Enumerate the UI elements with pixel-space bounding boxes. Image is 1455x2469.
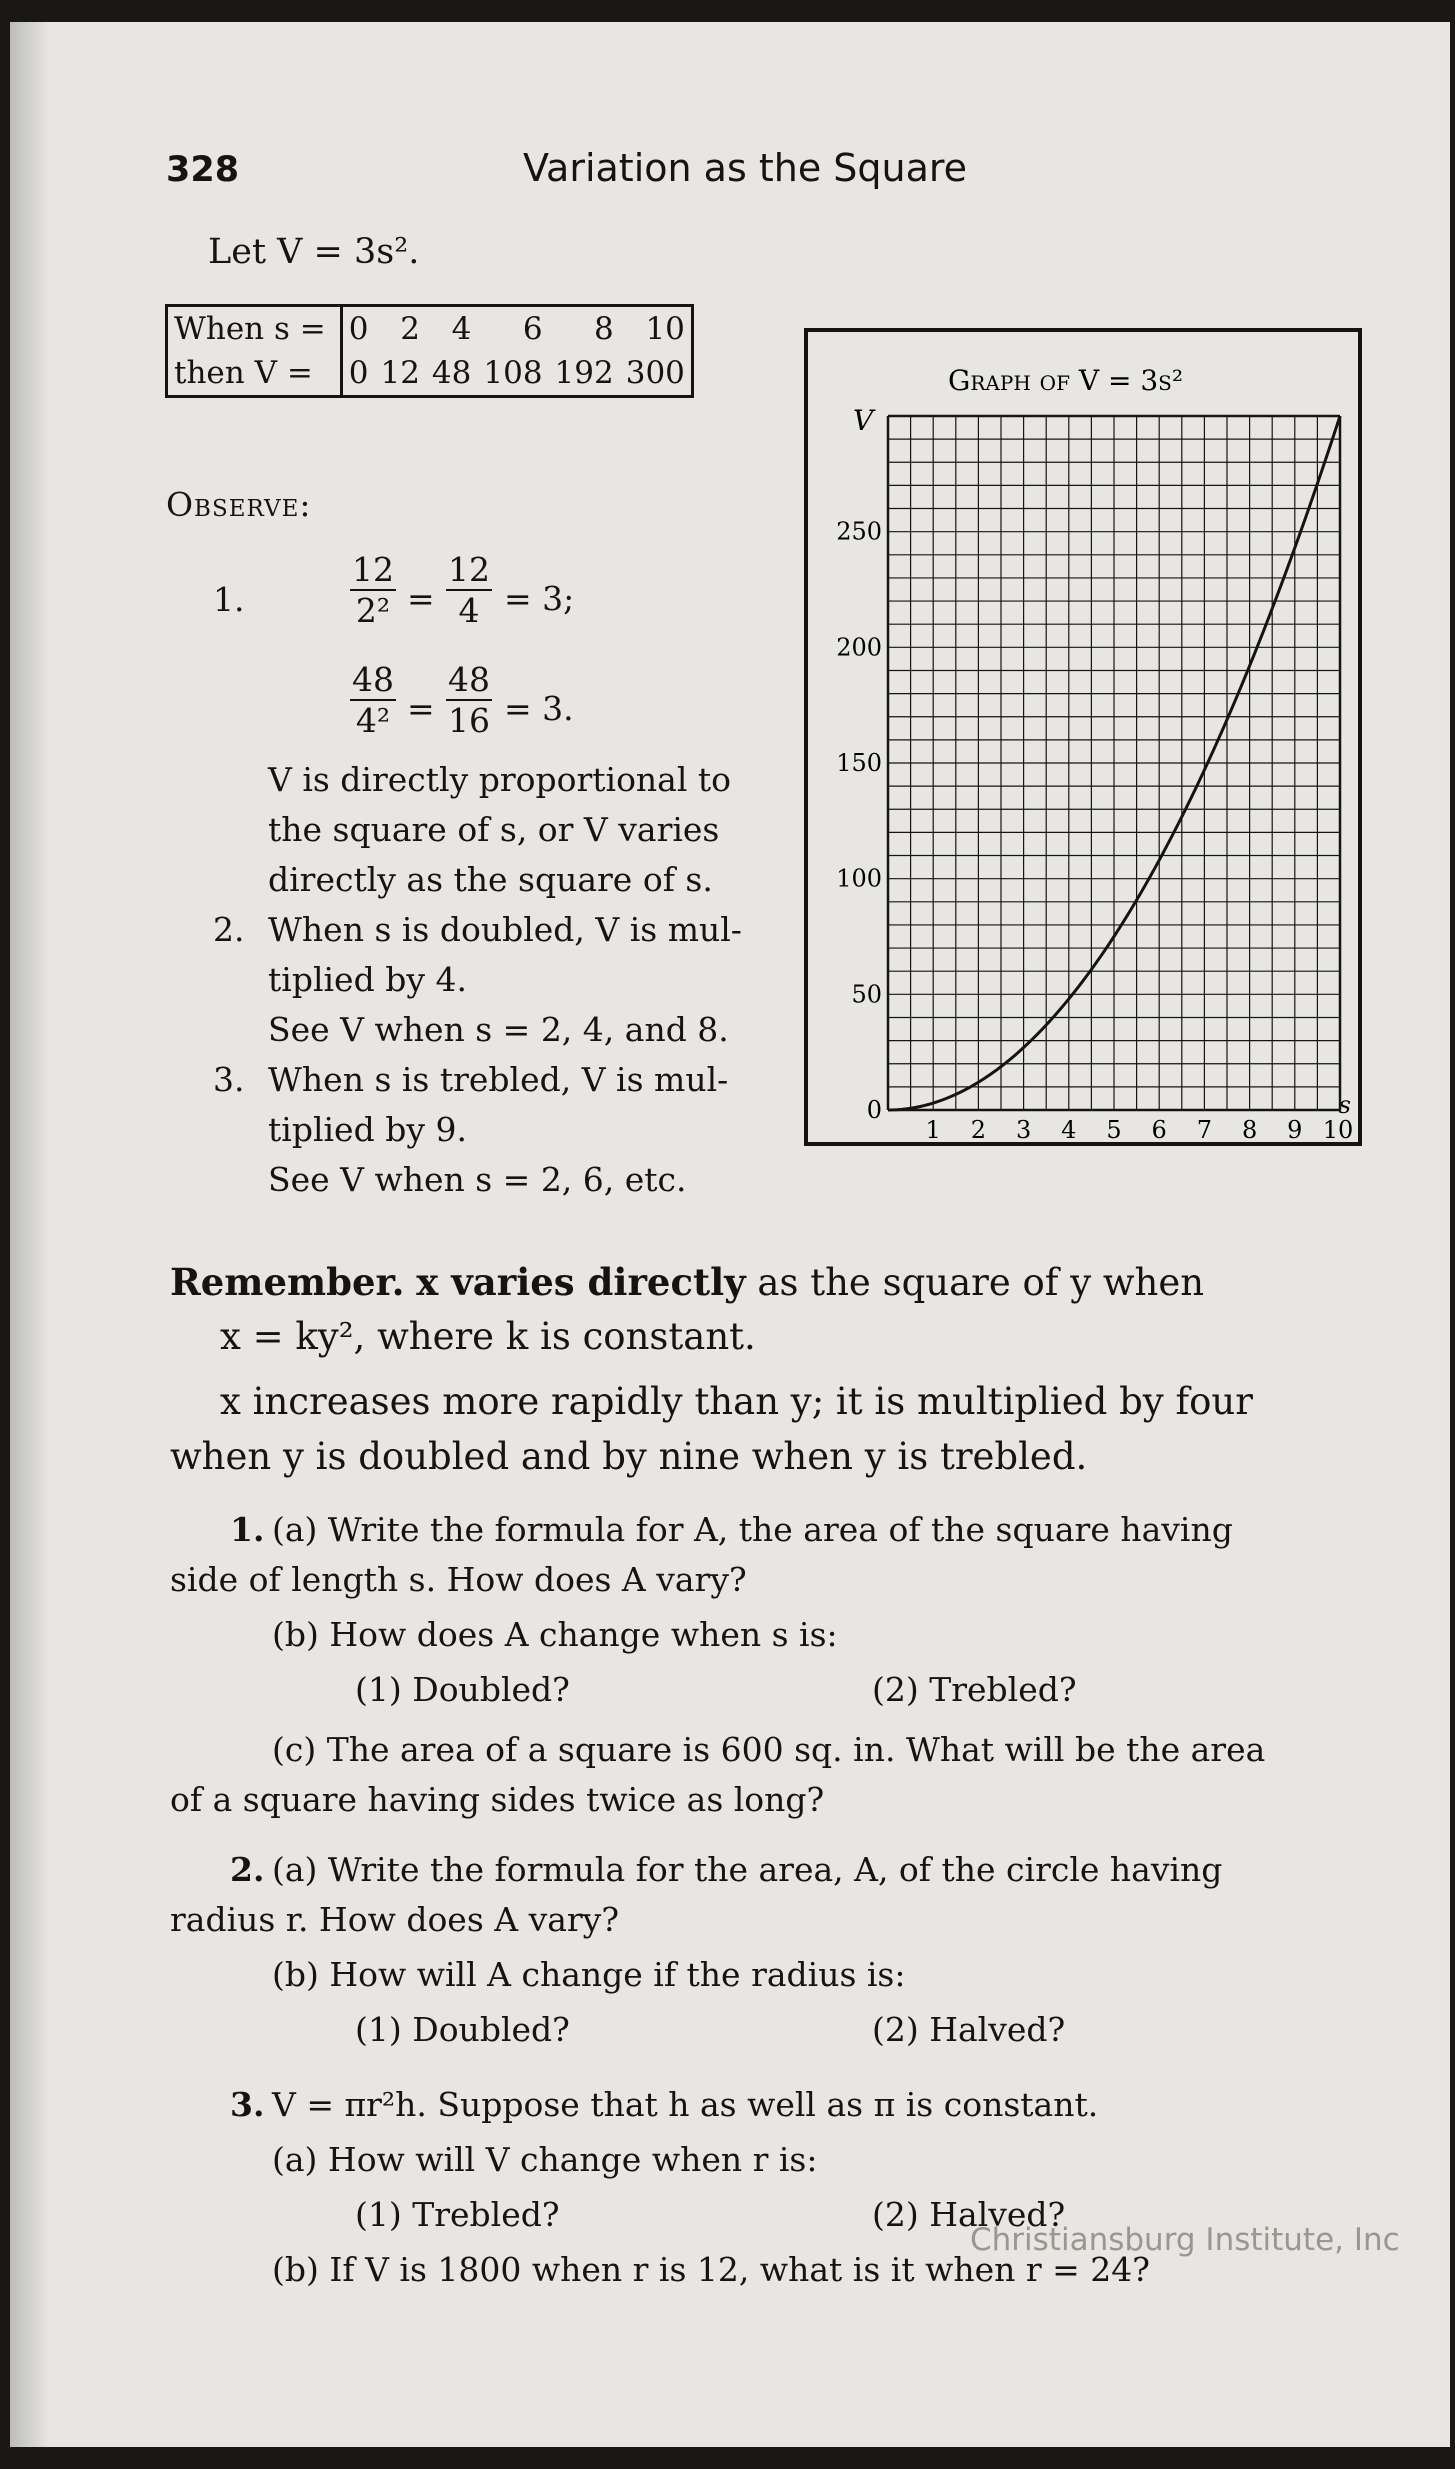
book-page [10, 22, 1450, 2447]
exercise-number-text: 3. [230, 2085, 265, 2124]
x-tick-labels [926, 1116, 1354, 1142]
remember-text: as the square of y when [757, 1261, 1205, 1304]
observe-item-number: 2. [213, 910, 245, 949]
y-tick-label: 50 [851, 980, 882, 1009]
observe-text-line: directly as the square of s. [268, 860, 713, 899]
fraction-denominator: 2² [350, 589, 396, 630]
exercise-line: radius r. How does A vary? [170, 1900, 620, 1939]
exercise-line: (a) Write the formula for A, the area of the square having [272, 1510, 1233, 1549]
x-tick-label: 2 [970, 1116, 987, 1142]
equation-result: = 3. [504, 689, 574, 728]
fraction [446, 550, 492, 630]
x-tick-label: 7 [1196, 1116, 1213, 1142]
observe-text-line: tiplied by 4. [268, 960, 467, 999]
remember-bold-phrase: x varies directly [416, 1260, 746, 1304]
observe-text-line: the square of s, or V varies [268, 810, 720, 849]
table-cell: 0 [348, 311, 369, 347]
exercise-line: of a square having sides twice as long? [170, 1780, 825, 1819]
exercise-option: (2) Trebled? [872, 1670, 1077, 1709]
paragraph-line: x increases more rapidly than y; it is multiplied by four [220, 1380, 1253, 1423]
exercise-line: (b) How will A change if the radius is: [272, 1955, 906, 1994]
exercise-number-text: 2. [230, 1850, 265, 1889]
y-tick-labels [836, 518, 882, 1124]
y-tick-label: 150 [836, 749, 882, 777]
exercise-option: (2) Halved? [872, 2010, 1066, 2049]
exercise-line: (a) How will V change when r is: [272, 2140, 818, 2179]
watermark-text: Christiansburg Institute, Inc [970, 2222, 1400, 2258]
x-tick-label: 10 [1322, 1116, 1354, 1142]
table-cell: 10 [645, 311, 685, 347]
x-tick-label: 5 [1106, 1116, 1122, 1142]
x-tick-label: 6 [1151, 1116, 1167, 1142]
x-tick-label: 8 [1241, 1116, 1258, 1142]
exercise-line: (b) If V is 1800 when r is 12, what is it when r = 24? [272, 2250, 1150, 2289]
exercise-number [230, 1510, 264, 1549]
remember-line-1 [170, 1260, 1204, 1304]
remember-lead: Remember. [170, 1260, 405, 1304]
table-cell: 4 [451, 311, 472, 347]
exercise-line: (c) The area of a square is 600 sq. in. What will be the area [272, 1730, 1266, 1769]
table-cell: 300 [625, 355, 685, 391]
y-tick-label: 200 [836, 633, 882, 662]
observe-item-number: 1. [213, 580, 245, 619]
paragraph-line: when y is doubled and by nine when y is trebled. [170, 1435, 1088, 1478]
exercise-line: (b) How does A change when s is: [272, 1615, 838, 1654]
fraction-numerator: 12 [352, 550, 394, 589]
table-cell: 12 [380, 355, 420, 391]
exercise-option: (1) Trebled? [355, 2195, 560, 2234]
fraction [446, 660, 492, 740]
values-table [165, 304, 694, 398]
exercise-number-text: 1. [230, 1510, 265, 1549]
observe-text-line: V is directly proportional to [268, 760, 732, 799]
y-tick-label: 250 [836, 517, 882, 546]
y-tick-label: 0 [866, 1096, 882, 1124]
page-title: Variation as the Square [523, 146, 968, 190]
fraction [350, 660, 396, 740]
equals-sign: = [407, 689, 435, 728]
table-cell: 8 [593, 311, 614, 347]
observe-heading: Observe: [166, 485, 312, 524]
let-line: Let V = 3s². [208, 232, 420, 272]
table-row-label: When s = [167, 306, 342, 352]
observe-text-line: See V when s = 2, 6, etc. [268, 1160, 687, 1199]
fraction-numerator: 12 [448, 550, 490, 589]
x-tick-label: 3 [1015, 1116, 1032, 1142]
chart-title: Graph of V = 3s² [948, 364, 1184, 397]
observe-text-line: tiplied by 9. [268, 1110, 467, 1149]
y-tick-label: 100 [836, 864, 882, 893]
y-axis-label: V [853, 404, 874, 437]
observe-text-line: When s is doubled, V is mul- [268, 910, 742, 949]
equals-sign: = [407, 579, 435, 618]
x-tick-label: 4 [1061, 1116, 1077, 1142]
table-row [167, 306, 693, 352]
table-cell: 0 [348, 355, 369, 391]
exercise-number [230, 1850, 264, 1889]
observe-text-line: When s is trebled, V is mul- [268, 1060, 729, 1099]
fraction [350, 550, 396, 630]
exercise-number [230, 2085, 264, 2124]
exercise-option: (1) Doubled? [355, 2010, 570, 2049]
fraction-numerator: 48 [448, 660, 490, 699]
observe-item-number: 3. [213, 1060, 245, 1099]
table-cell: 108 [483, 355, 543, 391]
x-axis-label: s [1338, 1091, 1351, 1119]
table-row [167, 351, 693, 397]
x-tick-label: 1 [925, 1116, 941, 1142]
exercise-option: (1) Doubled? [355, 1670, 570, 1709]
table-cell: 48 [431, 355, 472, 391]
remember-line-2: x = ky², where k is constant. [220, 1315, 756, 1358]
exercise-option: (2) Halved? [872, 2195, 1066, 2234]
equation-result: = 3; [504, 579, 575, 618]
page-gutter-shadow [10, 22, 50, 2447]
x-tick-label: 9 [1287, 1116, 1303, 1142]
table-cell: 6 [522, 311, 543, 347]
graph-chart [808, 332, 1358, 1142]
graph-frame [804, 328, 1362, 1146]
page-number: 328 [166, 150, 240, 190]
observe-text-line: See V when s = 2, 4, and 8. [268, 1010, 729, 1049]
table-cell: 192 [554, 355, 614, 391]
fraction-denominator: 4² [350, 699, 396, 740]
exercise-line: V = πr²h. Suppose that h as well as π is constant. [272, 2085, 1099, 2124]
exercise-line: side of length s. How does A vary? [170, 1560, 747, 1599]
fraction-numerator: 48 [352, 660, 394, 699]
table-cell: 2 [400, 311, 420, 347]
table-row-label: then V = [167, 351, 342, 397]
chart-grid [888, 416, 1340, 1110]
fraction-denominator: 4 [446, 589, 492, 630]
exercise-line: (a) Write the formula for the area, A, of the circle having [272, 1850, 1223, 1889]
fraction-denominator: 16 [448, 701, 490, 740]
